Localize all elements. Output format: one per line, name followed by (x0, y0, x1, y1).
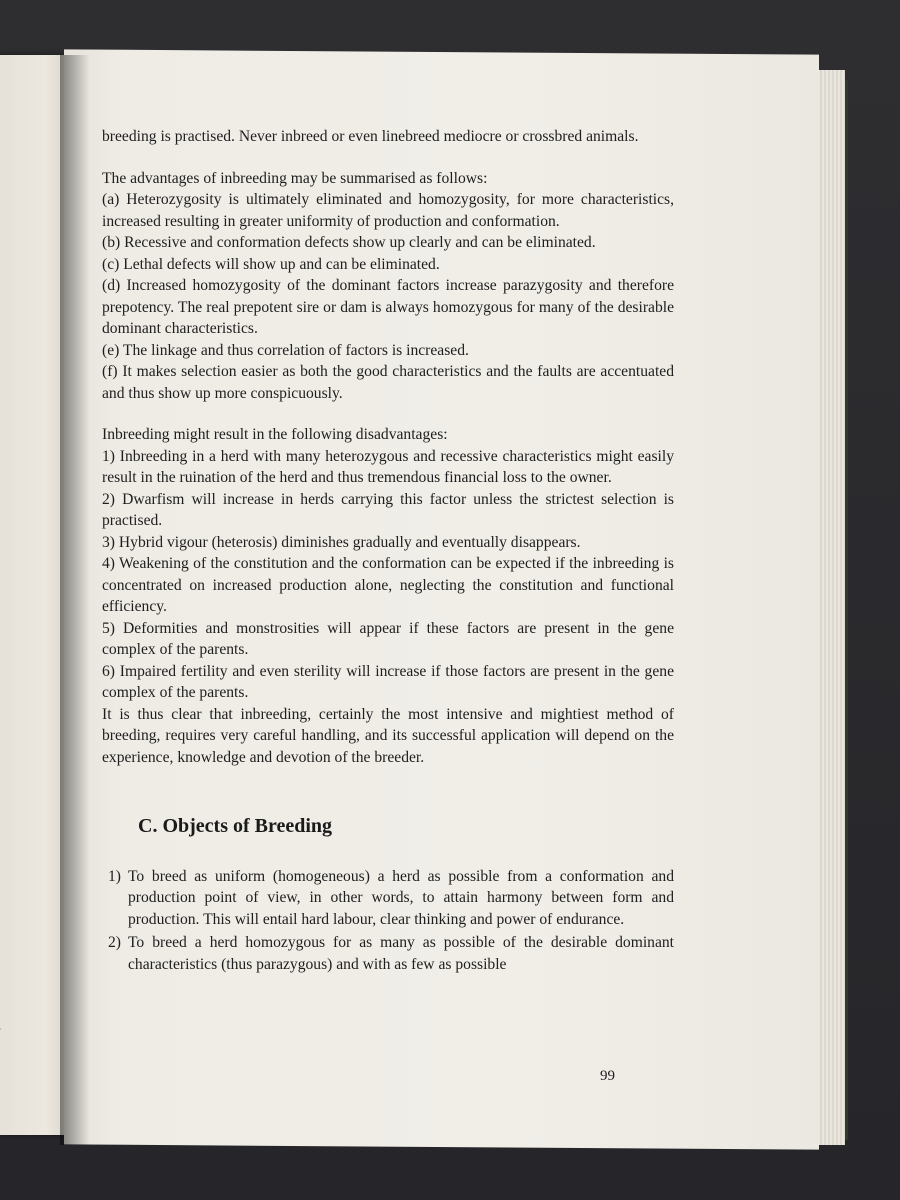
section-heading: C. Objects of Breeding (138, 815, 333, 837)
disadvantage-item: 5) Deformities and monstrosities will appear if these factors are present in the gene complex of the parents. (102, 619, 674, 658)
disadvantage-item: 2) Dwarfism will increase in herds carrying this factor unless the strictest selection is practised. (102, 490, 674, 529)
disadvantages-section (102, 424, 674, 768)
disadvantage-item: 6) Impaired fertility and even sterility will increase if those factors are present in the gene complex of the parents. (102, 662, 674, 701)
list-item-text: To breed as uniform (homogeneous) a herd as possible from a conformation and production point of view, in other words, to attain harmony between form and production. This will entail hard labour, clear thinking and power of endurance. (128, 867, 674, 928)
advantage-item: (c) Lethal defects will show up and can be eliminated. (102, 255, 440, 273)
advantage-item: (e) The linkage and thus correlation of factors is increased. (102, 341, 469, 359)
opening-paragraph: breeding is practised. Never inbreed or even linebreed mediocre or crossbred animals. (102, 128, 639, 145)
fragment (0, 1021, 1, 1037)
disadvantage-item: 4) Weakening of the constitution and the conformation can be expected if the inbreeding is concentrated on increased production alone, neglecting the constitution and functional efficiency. (102, 555, 674, 615)
advantage-item: (f) It makes selection easier as both the good characteristics and the faults are accentuated and thus show up more conspicuously. (102, 363, 674, 402)
advantage-item: (d) Increased homozygosity of the dominant factors increase parazygosity and therefore prepotency. The real prepotent sire or dam is always homozygous for many of the desirable dominant characteristics. (102, 277, 674, 337)
list-item (108, 932, 674, 975)
disadvantages-conclusion: It is thus clear that inbreeding, certainly the most intensive and mightiest method of breeding, requires very careful handling, and its successful application will depend on the experience, knowledge and devotion of the breeder. (102, 705, 674, 766)
disadvantage-item: 3) Hybrid vigour (heterosis) diminishes gradually and eventually disappears. (102, 533, 581, 551)
gutter-shadow (60, 55, 90, 1145)
advantage-item: (a) Heterozygosity is ultimately eliminated and homozygosity, for more characteristics, increased resulting in greater uniformity of production and conformation. (102, 191, 674, 230)
disadvantage-item: 1) Inbreeding in a herd with many heterozygous and recessive characteristics might easily result in the ruination of the herd and thus tremendous financial loss to the owner. (102, 447, 674, 486)
page-text (102, 126, 674, 977)
advantage-item: (b) Recessive and conformation defects show up clearly and can be eliminated. (102, 234, 596, 251)
advantages-intro: The advantages of inbreeding may be summarised as follows: (102, 169, 488, 187)
list-item-text: To breed a herd homozygous for as many as possible of the desirable dominant characteristics (thus parazygous) and with as few as possible (128, 934, 674, 973)
objects-list (102, 866, 674, 976)
previous-page-fragments (0, 55, 10, 1135)
list-item (108, 866, 674, 931)
list-item-number: 2) (108, 934, 121, 951)
disadvantages-intro: Inbreeding might result in the following disadvantages: (102, 426, 448, 443)
page-number: 99 (600, 1068, 615, 1084)
list-item-number: 1) (108, 867, 121, 885)
advantages-section (102, 168, 674, 405)
